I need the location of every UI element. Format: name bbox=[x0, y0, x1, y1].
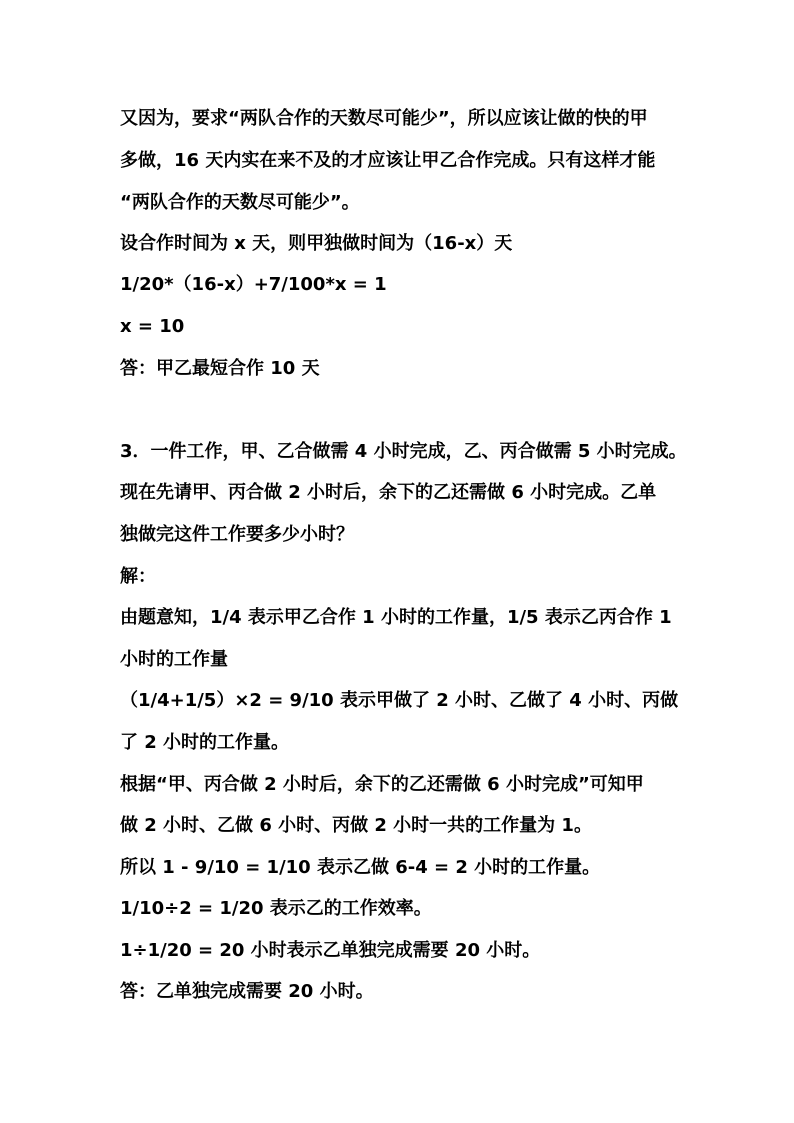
text-line: 所以 1 - 9/10 = 1/10 表示乙做 6-4 = 2 小时的工作量。 bbox=[120, 857, 601, 878]
text-line: 多做，16 天内实在来不及的才应该让甲乙合作完成。只有这样才能 bbox=[120, 150, 656, 171]
text-line: 由题意知，1/4 表示甲乙合作 1 小时的工作量，1/5 表示乙丙合作 1 bbox=[120, 607, 672, 628]
text-line: 了 2 小时的工作量。 bbox=[120, 732, 290, 753]
text-line: 现在先请甲、丙合做 2 小时后，余下的乙还需做 6 小时完成。乙单 bbox=[120, 482, 657, 503]
text-line: 1/10÷2 = 1/20 表示乙的工作效率。 bbox=[120, 898, 432, 919]
text-line: 根据“甲、丙合做 2 小时后，余下的乙还需做 6 小时完成”可知甲 bbox=[120, 774, 644, 795]
text-line: 又因为，要求“两队合作的天数尽可能少”，所以应该让做的快的甲 bbox=[120, 108, 648, 129]
problem-title: 3．一件工作，甲、乙合做需 4 小时完成，乙、丙合做需 5 小时完成。 bbox=[120, 441, 687, 462]
text-line: 设合作时间为 x 天，则甲独做时间为（16-x）天 bbox=[120, 233, 513, 254]
text-line: “两队合作的天数尽可能少”。 bbox=[120, 192, 360, 213]
solution-label: 解： bbox=[120, 566, 156, 587]
equation-line: 1/20*（16-x）+7/100*x = 1 bbox=[120, 274, 387, 295]
answer-line: 答：甲乙最短合作 10 天 bbox=[120, 358, 320, 379]
text-line: 做 2 小时、乙做 6 小时、丙做 2 小时一共的工作量为 1。 bbox=[120, 815, 592, 836]
text-line: （1/4+1/5）×2 = 9/10 表示甲做了 2 小时、乙做了 4 小时、丙做 bbox=[120, 690, 679, 711]
text-line: 小时的工作量 bbox=[120, 649, 228, 670]
text-line: 独做完这件工作要多少小时？ bbox=[120, 524, 354, 545]
text-line: 1÷1/20 = 20 小时表示乙单独完成需要 20 小时。 bbox=[120, 940, 541, 961]
answer-line: 答：乙单独完成需要 20 小时。 bbox=[120, 981, 374, 1002]
equation-line: x = 10 bbox=[120, 316, 185, 337]
